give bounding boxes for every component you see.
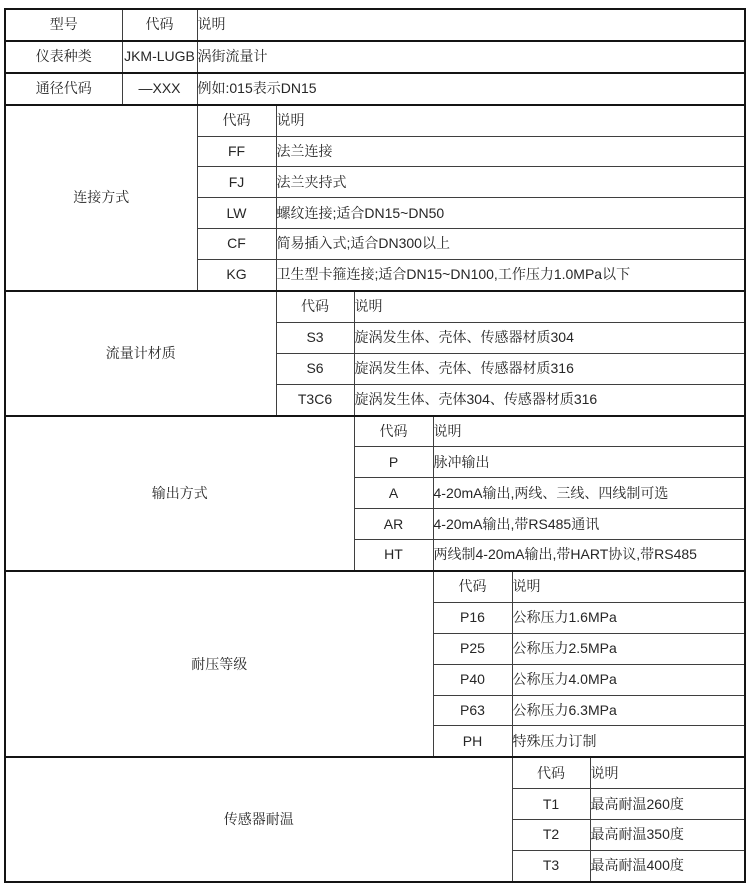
desc-cell: 公称压力6.3MPa <box>512 695 745 726</box>
desc-cell: 特殊压力订制 <box>512 726 745 757</box>
desc-cell: 简易插入式;适合DN300以上 <box>276 229 745 260</box>
code-cell: AR <box>354 509 433 540</box>
sub-header-code: 代码 <box>276 291 354 322</box>
code-cell: T1 <box>512 789 590 820</box>
header-desc-cell: 说明 <box>197 9 745 41</box>
desc-cell: 两线制4-20mA输出,带HART协议,带RS485 <box>433 540 745 571</box>
row-label-instrument-type: 仪表种类 <box>5 41 122 73</box>
section-label-temperature: 传感器耐温 <box>5 757 512 882</box>
code-cell: T3C6 <box>276 384 354 415</box>
sub-header-desc: 说明 <box>590 757 745 788</box>
table-row <box>5 571 745 602</box>
row-label-diameter-code: 通径代码 <box>5 73 122 105</box>
spec-table <box>4 8 746 883</box>
desc-cell: 法兰夹持式 <box>276 167 745 198</box>
sub-header-desc: 说明 <box>276 105 745 136</box>
code-cell: P40 <box>433 664 512 695</box>
code-cell: P25 <box>433 633 512 664</box>
code-cell: —XXX <box>122 73 197 105</box>
code-cell: KG <box>197 260 276 291</box>
header-code-cell: 代码 <box>122 9 197 41</box>
code-cell: P16 <box>433 602 512 633</box>
desc-cell: 4-20mA输出,带RS485通讯 <box>433 509 745 540</box>
sub-header-code: 代码 <box>197 105 276 136</box>
sub-header-code: 代码 <box>512 757 590 788</box>
table-row <box>5 73 745 105</box>
section-label-material: 流量计材质 <box>5 291 276 416</box>
table-row <box>5 416 745 447</box>
code-cell: T3 <box>512 851 590 882</box>
code-cell: P63 <box>433 695 512 726</box>
code-cell: S3 <box>276 322 354 353</box>
sub-header-desc: 说明 <box>433 416 745 447</box>
header-model-cell: 型号 <box>5 9 122 41</box>
code-cell: P <box>354 447 433 478</box>
section-label-connection: 连接方式 <box>5 105 197 291</box>
desc-cell: 4-20mA输出,两线、三线、四线制可选 <box>433 478 745 509</box>
desc-cell: 涡街流量计 <box>197 41 745 73</box>
desc-cell: 旋涡发生体、壳体、传感器材质304 <box>354 322 745 353</box>
sub-header-desc: 说明 <box>354 291 745 322</box>
desc-cell: 脉冲输出 <box>433 447 745 478</box>
table-header-row <box>5 9 745 41</box>
sub-header-code: 代码 <box>354 416 433 447</box>
section-label-pressure: 耐压等级 <box>5 571 433 757</box>
desc-cell: 公称压力1.6MPa <box>512 602 745 633</box>
desc-cell: 最高耐温350度 <box>590 820 745 851</box>
code-cell: A <box>354 478 433 509</box>
code-cell: T2 <box>512 820 590 851</box>
code-cell: LW <box>197 198 276 229</box>
table-row <box>5 105 745 136</box>
code-cell: FJ <box>197 167 276 198</box>
code-cell: HT <box>354 540 433 571</box>
desc-cell: 例如:015表示DN15 <box>197 73 745 105</box>
desc-cell: 卫生型卡箍连接;适合DN15~DN100,工作压力1.0MPa以下 <box>276 260 745 291</box>
desc-cell: 旋涡发生体、壳体、传感器材质316 <box>354 353 745 384</box>
sub-header-code: 代码 <box>433 571 512 602</box>
desc-cell: 公称压力4.0MPa <box>512 664 745 695</box>
section-label-output: 输出方式 <box>5 416 354 571</box>
desc-cell: 螺纹连接;适合DN15~DN50 <box>276 198 745 229</box>
sub-header-desc: 说明 <box>512 571 745 602</box>
desc-cell: 最高耐温260度 <box>590 789 745 820</box>
code-cell: CF <box>197 229 276 260</box>
code-cell: S6 <box>276 353 354 384</box>
code-cell: JKM-LUGB <box>122 41 197 73</box>
table-row <box>5 757 745 788</box>
desc-cell: 旋涡发生体、壳体304、传感器材质316 <box>354 384 745 415</box>
desc-cell: 最高耐温400度 <box>590 851 745 882</box>
code-cell: PH <box>433 726 512 757</box>
table-row <box>5 291 745 322</box>
table-row <box>5 41 745 73</box>
desc-cell: 法兰连接 <box>276 136 745 167</box>
desc-cell: 公称压力2.5MPa <box>512 633 745 664</box>
code-cell: FF <box>197 136 276 167</box>
